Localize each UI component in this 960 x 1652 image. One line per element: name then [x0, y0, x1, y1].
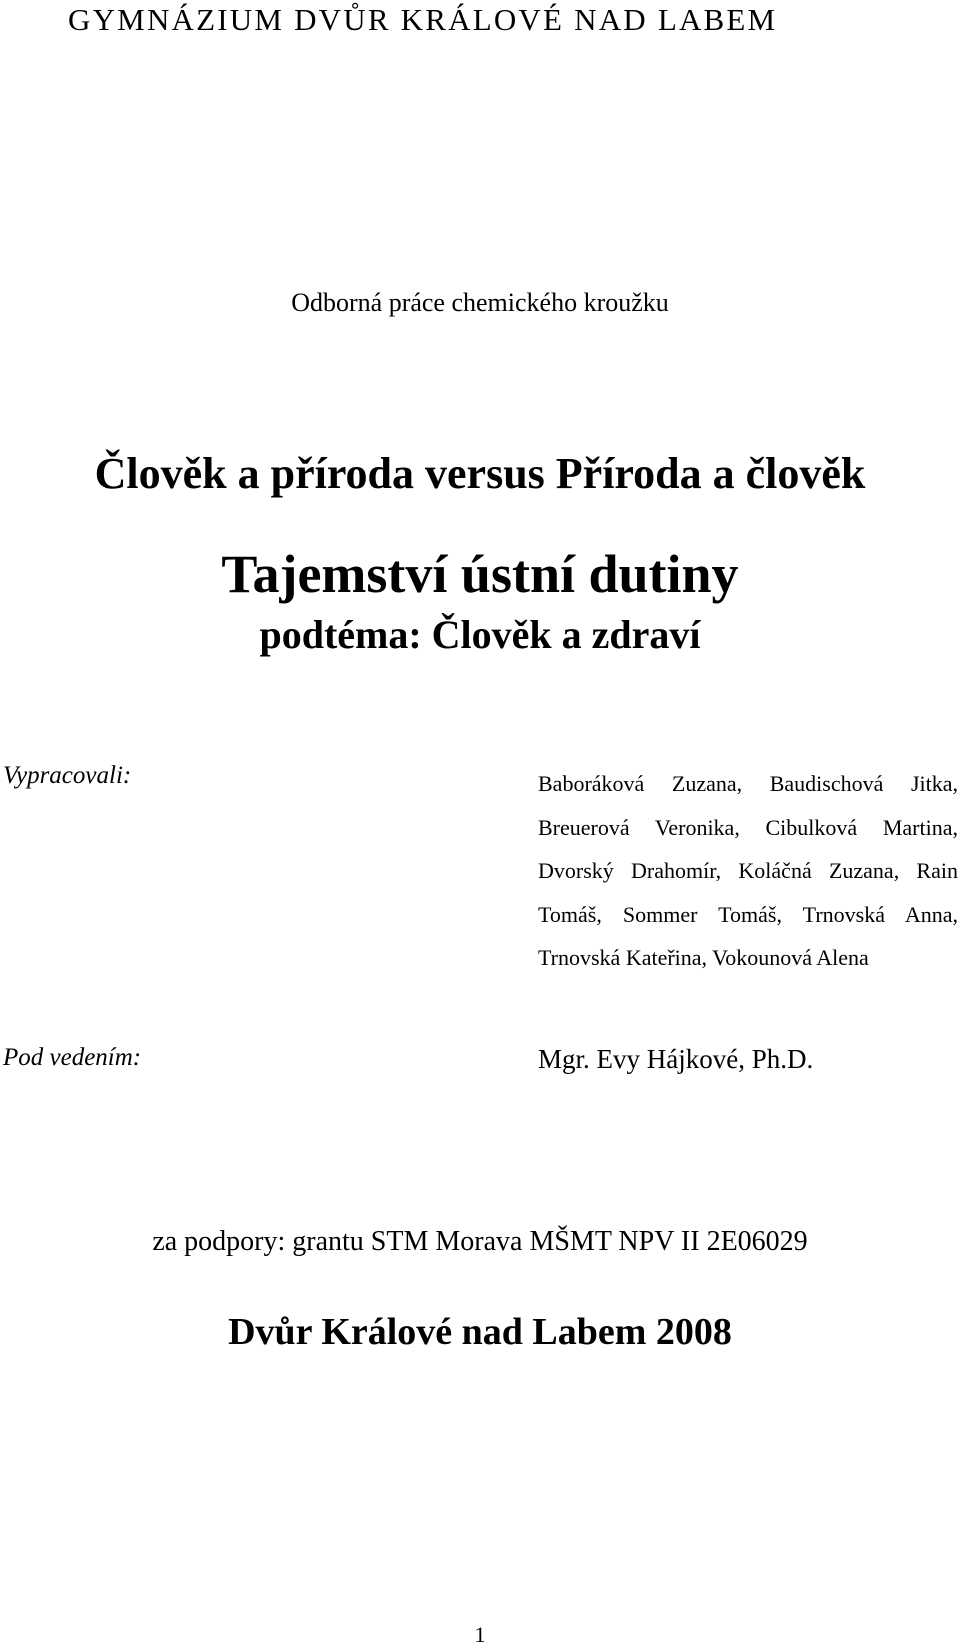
work-type: Odborná práce chemického kroužku [291, 288, 669, 317]
authors-label: Vypracovali: [3, 762, 132, 789]
authors-list: Baboráková Zuzana, Baudischová Jitka, Breuerová Veronika, Cibulková Martina, Dvorský Drahomír, Koláčná Zuzana, Rain Tomáš, Sommer Tomáš, Trnovská Anna, Trnovská Kateřina, Vokounová Alena [538, 771, 958, 970]
subtopic-title: podtéma: Člověk a zdraví [259, 612, 701, 657]
supervisor-name: Mgr. Evy Hájkové, Ph.D. [538, 1044, 814, 1074]
page-number: 1 [474, 1622, 486, 1647]
school-name: GYMNÁZIUM DVŮR KRÁLOVÉ NAD LABEM [68, 2, 778, 37]
grant-line: za podpory: grantu STM Morava MŠMT NPV II 2E06029 [152, 1226, 808, 1257]
place-year: Dvůr Králové nad Labem 2008 [228, 1311, 732, 1353]
supervisor-label: Pod vedením: [3, 1044, 142, 1071]
topic-title: Tajemství ústní dutiny [221, 544, 739, 604]
main-title: Člověk a příroda versus Příroda a člověk [94, 449, 866, 498]
